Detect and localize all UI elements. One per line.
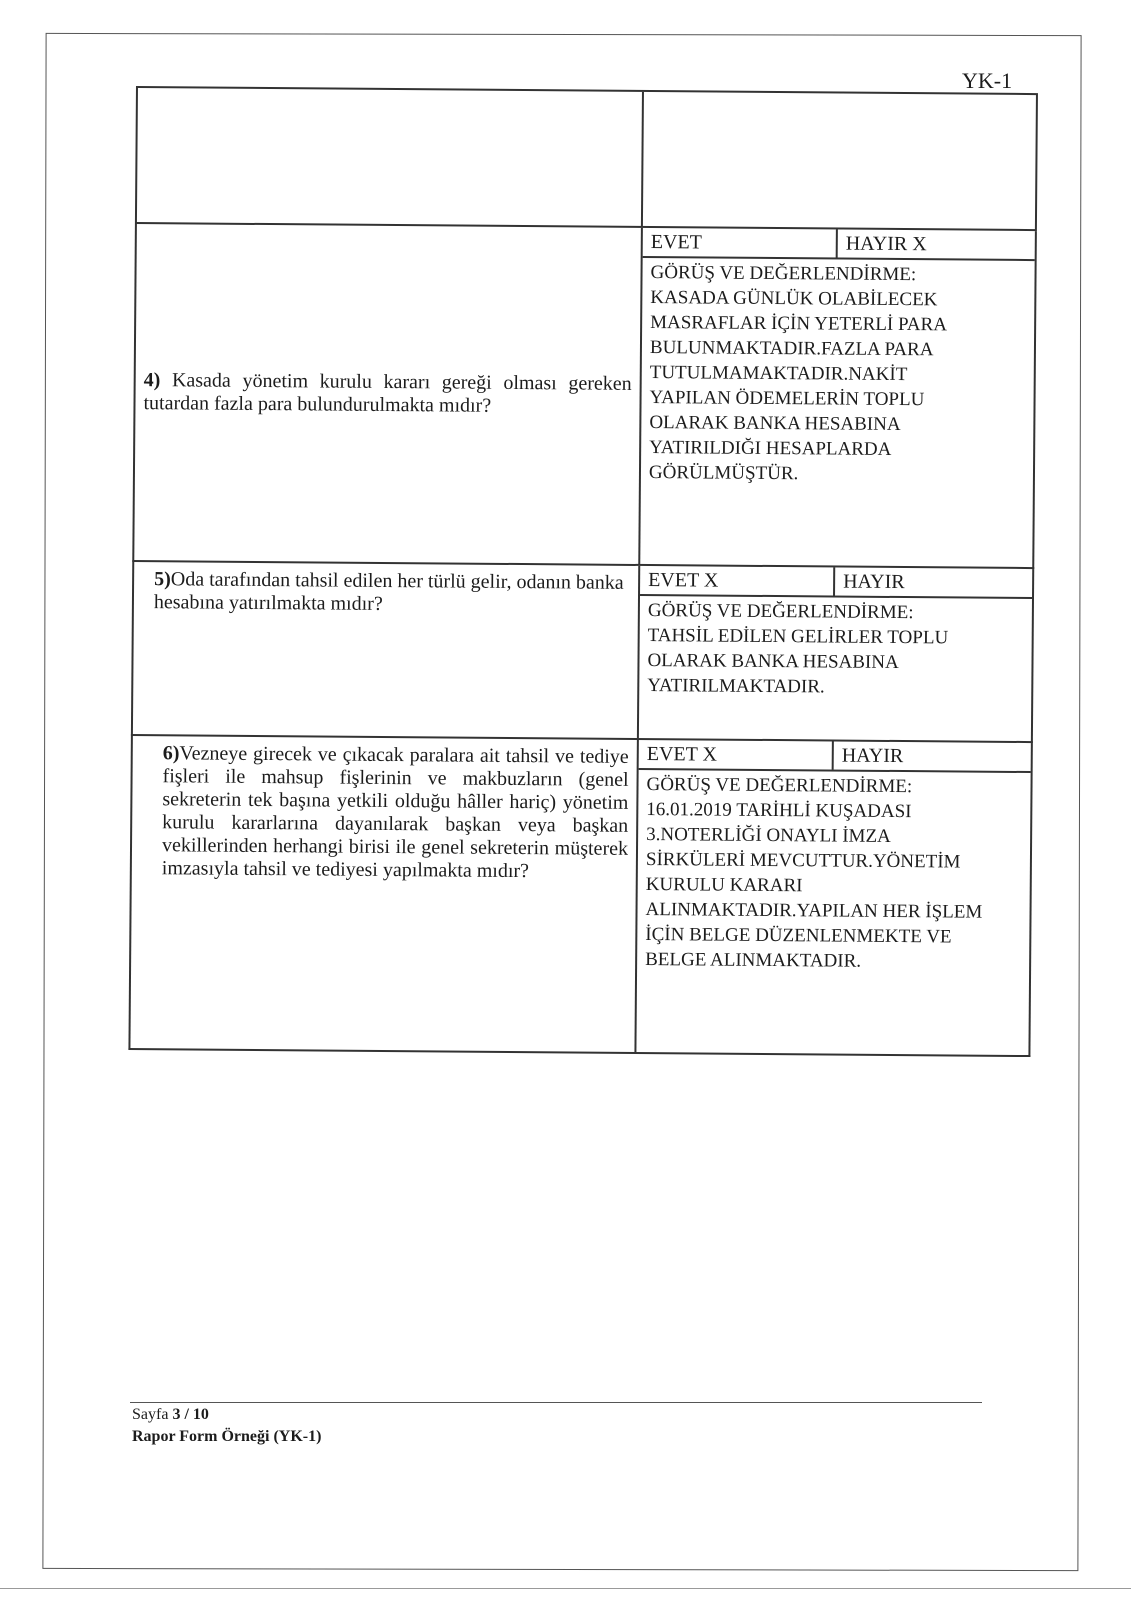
question-body: Oda tarafından tahsil edilen her türlü gelir, odanın banka hesabına yatırılmakta mıdır?	[153, 568, 624, 615]
assessment-text: GÖRÜŞ VE DEĞERLENDİRME: 16.01.2019 TARİHLİ KUŞADASI 3.NOTERLİĞİ ONAYLI İMZA SİRKÜLERİ MEVCUTTUR.YÖNETİM KURULU KARARI ALINMAKTADIR.YAPILAN HER İŞLEM İÇİN BELGE DÜZENLENMEKTE VE BELGE ALINMAKTADIR.	[645, 774, 983, 972]
page-footer	[132, 1404, 321, 1448]
hayir-option: HAYIR	[843, 570, 905, 594]
evet-option: EVET X	[639, 740, 834, 770]
table-row	[128, 736, 1032, 1057]
evet-option: EVET X	[640, 566, 835, 596]
table-row	[135, 86, 1038, 231]
answer-cell	[643, 92, 1036, 229]
answer-options	[639, 740, 1031, 773]
answer-options	[640, 566, 1032, 599]
question-body: Vezneye girecek ve çıkacak paralara ait tahsil ve tediye fişleri ile mahsup fişlerinin ve makbuzların (genel sekreterin tek başına yetkili olduğu hâller hariç) yönetim kurulu kararlarına dayanılarak başkan veya başkan vekillerinden herhangi birisi ile genel sekreterin müşterek imzasıyla tahsil ve tediyesi yapılmakta mıdır?	[161, 742, 629, 883]
answer-cell	[636, 740, 1030, 1055]
table-row	[132, 224, 1037, 569]
document-code: YK-1	[962, 68, 1013, 93]
table-row	[131, 562, 1034, 743]
question-text	[154, 568, 630, 618]
question-text	[143, 369, 631, 419]
question-number: 5)	[154, 568, 171, 591]
inspection-table	[128, 86, 1038, 1057]
form-name: Rapor Form Örneği (YK-1)	[132, 1428, 322, 1445]
question-cell	[133, 562, 640, 738]
footer-divider	[130, 1402, 982, 1403]
question-cell	[134, 224, 643, 564]
question-text	[162, 742, 629, 884]
hayir-option: HAYIR X	[845, 232, 927, 256]
answer-options	[643, 228, 1035, 261]
question-cell	[137, 88, 644, 226]
assessment-text: GÖRÜŞ VE DEĞERLENDİRME: KASADA GÜNLÜK OLABİLECEK MASRAFLAR İÇİN YETERLİ PARA BULUNMAKTADIR.FAZLA PARA TUTULMAMAKTADIR.NAKİT YAPILAN ÖDEMELERİN TOPLU OLARAK BANKA HESABINA YATIRILDIĞI HESAPLARDA GÖRÜLMÜŞTÜR.	[648, 262, 948, 485]
question-number: 6)	[162, 742, 180, 765]
question-body: Kasada yönetim kurulu kararı gereği olması gereken tutardan fazla para bulundurulmakta mıdır?	[143, 369, 632, 417]
page-number: Sayfa 3 / 10	[132, 1406, 209, 1423]
scan-edge-line	[0, 1588, 1131, 1589]
question-cell	[130, 736, 638, 1052]
assessment-text: GÖRÜŞ VE DEĞERLENDİRME: TAHSİL EDİLEN GELİRLER TOPLU OLARAK BANKA HESABINA YATIRILMAKTADIR.	[647, 600, 949, 698]
question-number: 4)	[143, 369, 161, 392]
answer-cell	[639, 566, 1032, 741]
evet-option: EVET	[643, 228, 838, 258]
hayir-option: HAYIR	[841, 744, 904, 768]
answer-cell	[640, 228, 1035, 567]
